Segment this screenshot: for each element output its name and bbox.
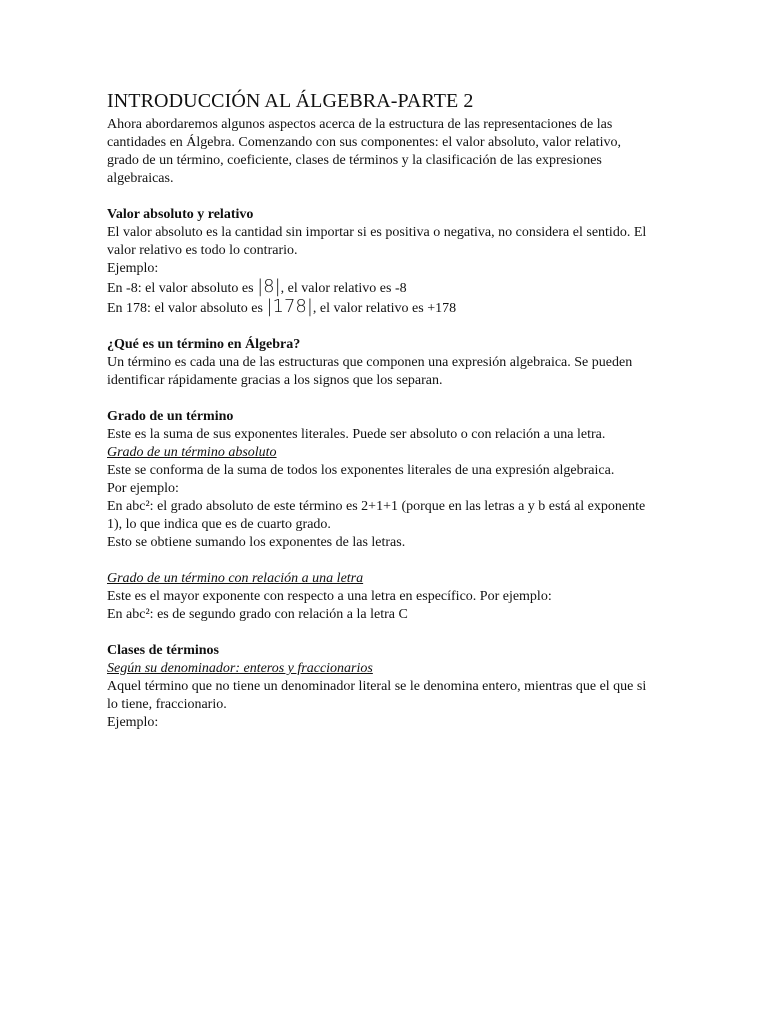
example-2-prefix: En 178: el valor absoluto es — [107, 301, 267, 316]
spacer — [107, 552, 652, 570]
grado-relacion-example: En abc²: es de segundo grado con relación a la letra C — [107, 607, 408, 622]
spacer — [107, 624, 652, 642]
spacer — [107, 188, 652, 206]
example-2-suffix: , el valor relativo es +178 — [312, 301, 457, 316]
grado-absoluto-subheading: Grado de un término absoluto — [107, 445, 277, 460]
grado-relacion-subheading: Grado de un término con relación a una letra — [107, 571, 364, 586]
intro-paragraph: Ahora abordaremos algunos aspectos acerca de la estructura de las representaciones de las cantidades en Álgebra. Comenzando con sus componentes: el valor absoluto, valor relativo, grado de un término, coeficiente, clases de términos y la clasificación de las expresiones algebraicas. — [107, 117, 621, 186]
termino-heading: ¿Qué es un término en Álgebra? — [107, 337, 301, 352]
grado-text: Este es la suma de sus exponentes literales. Puede ser absoluto o con relación a una letra. — [107, 427, 606, 442]
absolute-value-178: |178| — [266, 296, 313, 317]
grado-por-ejemplo: Por ejemplo: — [107, 481, 179, 496]
clases-ejemplo-label: Ejemplo: — [107, 715, 159, 730]
clases-subheading: Según su denominador: enteros y fraccionarios — [107, 661, 373, 676]
valor-example-line-1 — [107, 278, 652, 298]
termino-text: Un término es cada una de las estructuras que componen una expresión algebraica. Se pueden identificar rápidamente gracias a los signos que los separan. — [107, 355, 633, 388]
grado-relacion-text: Este es el mayor exponente con respecto a una letra en específico. Por ejemplo: — [107, 589, 552, 604]
spacer — [107, 390, 652, 408]
valor-ejemplo-label: Ejemplo: — [107, 261, 159, 276]
document-title: INTRODUCCIÓN AL ÁLGEBRA-PARTE 2 — [107, 90, 474, 112]
example-1-suffix: , el valor relativo es -8 — [280, 281, 407, 296]
valor-heading: Valor absoluto y relativo — [107, 207, 254, 222]
document-page — [107, 88, 652, 732]
grado-absoluto-example: En abc²: el grado absoluto de este término es 2+1+1 (porque en las letras a y b está al exponente 1), lo que indica que es de cuarto grado. — [107, 499, 646, 532]
valor-example-line-2 — [107, 298, 652, 318]
grado-heading: Grado de un término — [107, 409, 234, 424]
spacer — [107, 318, 652, 336]
grado-absoluto-text: Este se conforma de la suma de todos los exponentes literales de una expresión algebraica. — [107, 463, 615, 478]
grado-absoluto-note: Esto se obtiene sumando los exponentes de las letras. — [107, 535, 406, 550]
clases-heading: Clases de términos — [107, 643, 219, 658]
clases-text: Aquel término que no tiene un denominador literal se le denomina entero, mientras que el que si lo tiene, fraccionario. — [107, 679, 647, 712]
example-1-prefix: En -8: el valor absoluto es — [107, 281, 258, 296]
valor-text: El valor absoluto es la cantidad sin importar si es positiva o negativa, no considera el sentido. El valor relativo es todo lo contrario. — [107, 225, 647, 258]
absolute-value-8: |8| — [257, 276, 281, 297]
